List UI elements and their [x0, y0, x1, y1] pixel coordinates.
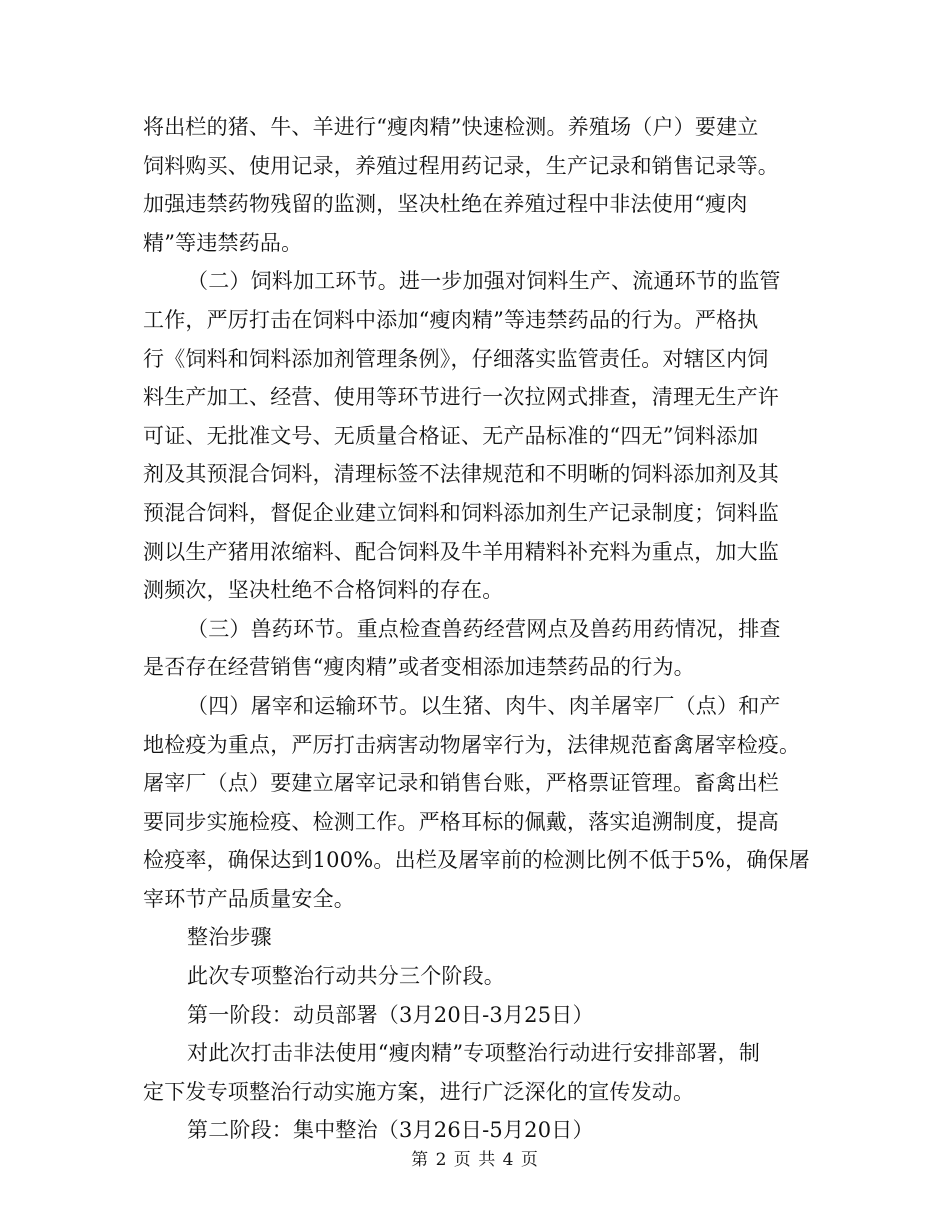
text-line: 地检疫为重点，严厉打击病害动物屠宰行为，法律规范畜禽屠宰检疫。 — [143, 732, 801, 757]
text-line: 要同步实施检疫、检测工作。严格耳标的佩戴，落实追溯制度，提高 — [143, 809, 779, 834]
text-line: 定下发专项整治行动实施方案，进行广泛深化的宣传发动。 — [143, 1079, 695, 1104]
text-line: 工作，严厉打击在饲料中添加“瘦肉精”等违禁药品的行为。严格执 — [143, 307, 759, 332]
page-number-footer: 第 2 页 共 4 页 — [411, 1150, 539, 1170]
text-line: 对此次打击非法使用“瘦肉精”专项整治行动进行安排部署，制 — [187, 1041, 761, 1066]
document-body — [143, 108, 810, 1150]
text-line: 精”等违禁药品。 — [143, 230, 303, 255]
text-line: 预混合饲料，督促企业建立饲料和饲料添加剂生产记录制度；饲料监 — [143, 500, 779, 525]
text-line: 第二阶段：集中整治（3月26日-5月20日） — [187, 1118, 594, 1143]
text-line: 饲料购买、使用记录，养殖过程用药记录，生产记录和销售记录等。 — [143, 153, 779, 178]
text-line: 测以生产猪用浓缩料、配合饲料及牛羊用精料补充料为重点，加大监 — [143, 539, 779, 564]
text-line: 检疫率，确保达到100%。出栏及屠宰前的检测比例不低于5%，确保屠 — [143, 848, 810, 873]
text-line: （三）兽药环节。重点检查兽药经营网点及兽药用药情况，排查 — [187, 616, 781, 641]
text-line: （四）屠宰和运输环节。以生猪、肉牛、肉羊屠宰厂（点）和产 — [187, 693, 781, 718]
text-line: 宰环节产品质量安全。 — [143, 886, 355, 911]
text-line: 第一阶段：动员部署（3月20日-3月25日） — [187, 1002, 594, 1027]
text-line: 剂及其预混合饲料，清理标签不法律规范和不明晰的饲料添加剂及其 — [143, 462, 779, 487]
text-line: 料生产加工、经营、使用等环节进行一次拉网式排查，清理无生产许 — [143, 385, 779, 410]
text-line: 可证、无批准文号、无质量合格证、无产品标准的“四无”饲料添加 — [143, 423, 759, 448]
text-line: 整治步骤 — [187, 925, 272, 950]
text-line: 将出栏的猪、牛、羊进行“瘦肉精”快速检测。养殖场（户）要建立 — [143, 115, 759, 139]
text-line: 屠宰厂（点）要建立屠宰记录和销售台账，严格票证管理。畜禽出栏 — [143, 771, 779, 796]
text-line: 加强违禁药物残留的监测，坚决杜绝在养殖过程中非法使用“瘦肉 — [143, 192, 748, 217]
text-line: （二）饲料加工环节。进一步加强对饲料生产、流通环节的监管 — [187, 269, 781, 294]
text-line: 行《饲料和饲料添加剂管理条例》，仔细落实监管责任。对辖区内饲 — [143, 346, 769, 371]
text-line: 测频次，坚决杜绝不合格饲料的存在。 — [143, 578, 504, 603]
text-line: 是否存在经营销售“瘦肉精”或者变相添加违禁药品的行为。 — [143, 655, 695, 680]
text-line: 此次专项整治行动共分三个阶段。 — [187, 964, 505, 989]
